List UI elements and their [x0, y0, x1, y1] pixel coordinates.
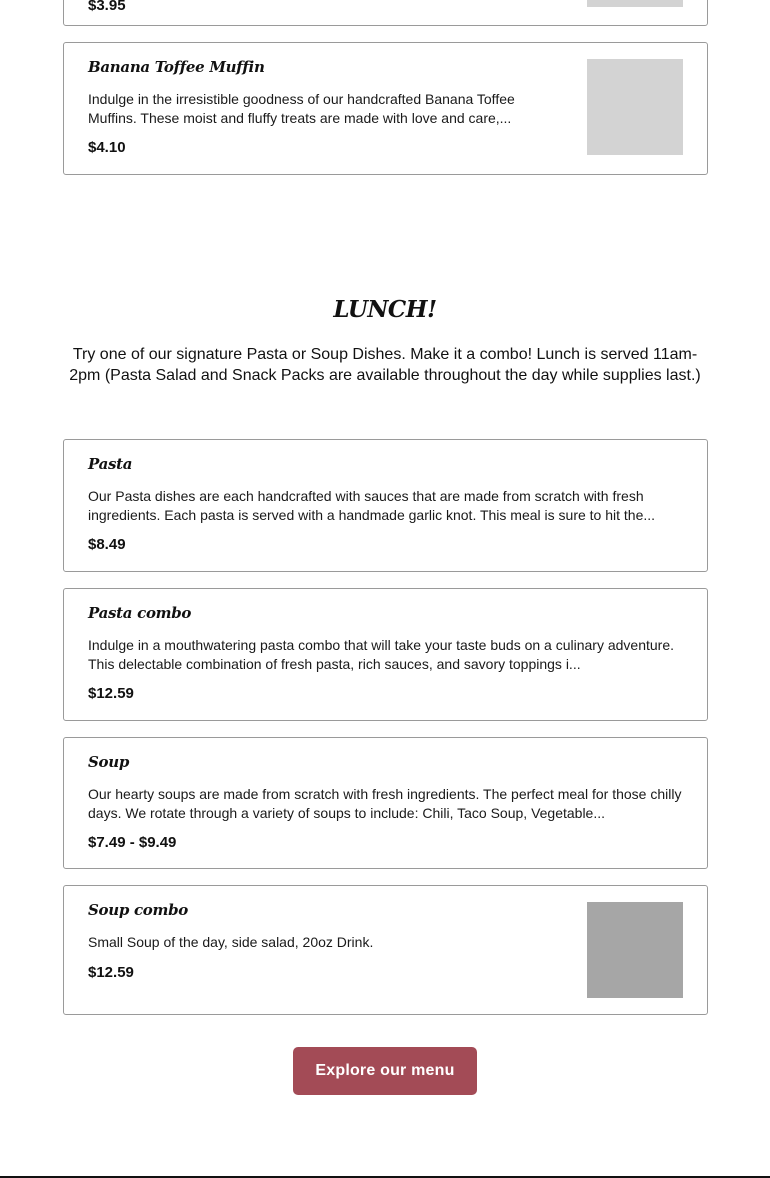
menu-item-card[interactable]	[63, 588, 708, 721]
menu-item-description: Our Pasta dishes are each handcrafted with sauces that are made from scratch with fresh ingredients. Each pasta is served with a handmade garlic knot. This meal is sure to hit the...	[88, 488, 656, 523]
section-title: LUNCH!	[333, 296, 437, 323]
menu-item-description: Small Soup of the day, side salad, 20oz Drink.	[88, 934, 374, 950]
menu-item-name: Pasta	[88, 455, 133, 473]
explore-menu-button[interactable]: Explore our menu	[293, 1047, 477, 1095]
menu-item-price: $7.49 - $9.49	[88, 834, 177, 851]
menu-item-thumbnail	[587, 0, 683, 7]
menu-item-price: $4.10	[88, 139, 126, 156]
menu-item-description: Indulge in the irresistible goodness of our handcrafted Banana Toffee Muffins. These moist and fluffy treats are made with love and care,...	[88, 91, 515, 126]
menu-item-price: $3.95	[88, 0, 126, 14]
menu-item-thumbnail	[587, 59, 683, 155]
menu-item-name: Soup combo	[88, 901, 188, 919]
menu-item-card[interactable]	[63, 439, 708, 572]
menu-item-name: Soup	[88, 753, 130, 771]
menu-item-card-previous[interactable]	[63, 0, 708, 26]
menu-item-thumbnail	[587, 902, 683, 998]
menu-item-name: Banana Toffee Muffin	[88, 58, 265, 76]
menu-item-card[interactable]	[63, 737, 708, 869]
section-intro: Try one of our signature Pasta or Soup Dishes. Make it a combo! Lunch is served 11am-2pm (Pasta Salad and Snack Packs are available throughout the day while supplies last.)	[69, 346, 701, 384]
menu-item-price: $12.59	[88, 964, 134, 981]
menu-item-price: $12.59	[88, 685, 134, 702]
menu-item-price: $8.49	[88, 536, 126, 553]
menu-item-description: Indulge in a mouthwatering pasta combo that will take your taste buds on a culinary adventure. This delectable combination of fresh pasta, rich sauces, and savory toppings i...	[88, 637, 675, 672]
menu-item-card[interactable]	[63, 885, 708, 1015]
menu-item-card[interactable]	[63, 42, 708, 175]
menu-item-name: Pasta combo	[88, 604, 192, 622]
menu-item-description: Our hearty soups are made from scratch with fresh ingredients. The perfect meal for those chilly days. We rotate through a variety of soups to include: Chili, Taco Soup, Vegetable...	[88, 786, 682, 821]
